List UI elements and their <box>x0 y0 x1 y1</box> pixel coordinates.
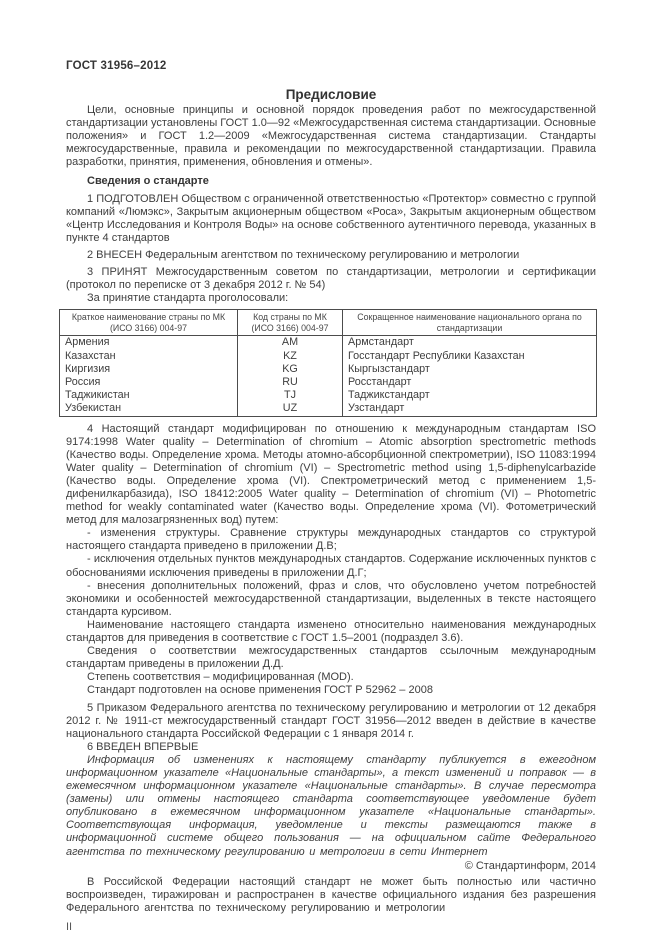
country-code-cell: TJ <box>238 389 343 402</box>
bullet-additional-provisions: - внесения дополнительных положений, фраз и слов, что обусловлено учетом потребностей экономики и особенностей межгосударственной стандартизации, выделенных в тексте настоящего стандарта курсивом. <box>66 579 596 618</box>
enacted-item: 5 Приказом Федерального агентства по техническому регулированию и метрологии от 12 декабря 2012 г. № 1911-ст межгосударственный стандарт ГОСТ 31956—2012 введен в действие в качестве национального стандарта Российской Федерации с 1 января 2014 г. <box>66 701 596 740</box>
col-header-country-code: Код страны по МК (ИСО 3166) 004-97 <box>238 310 343 336</box>
bullet-structure-change: - изменения структуры. Сравнение структуры международных стандартов со структурой настоящего стандарта приведено в приложении Д.В; <box>66 527 596 553</box>
standard-info-heading: Сведения о стандарте <box>87 175 209 188</box>
col-header-national-body: Сокращенное наименование национального органа по стандартизации <box>343 310 597 336</box>
note-basis-standard: Стандарт подготовлен на основе применения ГОСТ Р 52962 – 2008 <box>87 684 433 697</box>
country-name-cell: Киргизия <box>60 363 238 376</box>
national-body-cell: Узстандарт <box>343 402 597 416</box>
prepared-item: 1 ПОДГОТОВЛЕН Обществом с ограниченной ответственностью «Протектор» совместно с группой компаний «Люмэкс», Закрытым акционерным обществом «Роса», Закрытым акционерным обществом «Центр Исследования и Контроля Воды» на основе собственного аутентичного перевода, указанных в пункте 4 стандартов <box>66 192 596 244</box>
vote-table-header-row <box>60 310 597 336</box>
table-row <box>60 389 597 402</box>
national-body-cell: Госстандарт Республики Казахстан <box>343 350 597 363</box>
country-name-cell: Таджикистан <box>60 389 238 402</box>
page-content <box>66 60 596 933</box>
table-row <box>60 336 597 350</box>
country-name-cell: Россия <box>60 376 238 389</box>
note-conformity-degree: Степень соответствия – модифицированная (MOD). <box>87 671 354 684</box>
national-body-cell: Росстандарт <box>343 376 597 389</box>
country-name-cell: Казахстан <box>60 350 238 363</box>
national-body-cell: Таджикстандарт <box>343 389 597 402</box>
note-name-change: Наименование настоящего стандарта изменено относительно наименования международных стандартов для приведения в соответствие с ГОСТ 1.5–2001 (подраздел 3.6). <box>66 618 596 645</box>
country-code-cell: UZ <box>238 402 343 416</box>
adopted-item: 3 ПРИНЯТ Межгосударственным советом по стандартизации, метрологии и сертификации (протокол по переписке от 3 декабря 2012 г. № 54) <box>66 266 596 292</box>
bullet-excluded-clauses: - исключения отдельных пунктов международных стандартов. Содержание исключенных пунктов с обоснованиями исключения приведены в приложении Д.Г; <box>66 553 596 579</box>
doc-code: ГОСТ 31956–2012 <box>66 60 167 72</box>
vote-intro: За принятие стандарта проголосовали: <box>87 292 289 305</box>
submitted-item: 2 ВНЕСЕН Федеральным агентством по техническому регулированию и метрологии <box>87 248 520 261</box>
note-correspondence-info: Сведения о соответствии межгосударственных стандартов ссылочным международным стандартам приведены в приложении Д.Д. <box>66 645 596 671</box>
national-body-cell: Кыргызстандарт <box>343 363 597 376</box>
country-code-cell: RU <box>238 376 343 389</box>
table-row <box>60 363 597 376</box>
country-code-cell: AM <box>238 336 343 350</box>
modified-item: 4 Настоящий стандарт модифицирован по отношению к международным стандартам ISO 9174:1998 Water quality – Determination of chromium – Atomic absorption spectrometric methods (Качество воды. Определение хрома. Методы атомно-абсорбционной спектрометрии), ISO 11083:1994 Water quality – Determination of chromium (VI) – Spectrometric method using 1,5-diphenylcarbazide (Качество воды. Определение хрома (VI). Спектрометрический метод с применением 1,5-дифенилкарбазида), ISO 18412:2005 Water quality – Determination of chromium (VI) – Photometric method for weakly contaminated water (Качество воды. Определение хрома (VI). Фотометрический метод для малозагрязненных вод) путем: <box>66 422 596 527</box>
page-number: II <box>66 920 73 933</box>
vote-table <box>59 309 597 416</box>
table-row <box>60 376 597 389</box>
country-code-cell: KG <box>238 363 343 376</box>
copyright-line: © Стандартинформ, 2014 <box>464 859 596 872</box>
country-name-cell: Армения <box>60 336 238 350</box>
intro-paragraph: Цели, основные принципы и основной порядок проведения работ по межгосударственной стандартизации установлены ГОСТ 1.0—92 «Межгосударственная система стандартизации. Основные положения» и ГОСТ 1.2—2009 «Межгосударственная система стандартизации. Стандарты межгосударственные, правила и рекомендации по межгосударственной стандартизации. Правила разработки, принятия, применения, обновления и отмены». <box>66 104 596 169</box>
col-header-country-name: Краткое наименование страны по МК (ИСО 3166) 004-97 <box>60 310 238 336</box>
national-body-cell: Армстандарт <box>343 336 597 350</box>
first-introduced-item: 6 ВВЕДЕН ВПЕРВЫЕ <box>87 740 199 753</box>
table-row <box>60 402 597 416</box>
table-row <box>60 350 597 363</box>
amendments-notice: Информация об изменениях к настоящему стандарту публикуется в ежегодном информационном указателе «Национальные стандарты», а текст изменений и поправок — в ежемесячном информационном указателе «Национальные стандарты». В случае пересмотра (замены) или отмены настоящего стандарта соответствующее уведомление будет опубликовано в ежемесячном информационном указателе «Национальные стандарты». Соответствующая информация, уведомление и тексты размещаются также в информационной системе общего пользования — на официальном сайте Федерального агентства по техническому регулированию и метрологии в сети Интернет <box>66 753 596 858</box>
country-name-cell: Узбекистан <box>60 402 238 416</box>
reproduction-restriction: В Российской Федерации настоящий стандарт не может быть полностью или частично воспроизведен, тиражирован и распространен в качестве официального издания без разрешения Федерального агентства по техническому регулированию и метрологии <box>66 875 596 914</box>
country-code-cell: KZ <box>238 350 343 363</box>
page-title: Предисловие <box>285 87 377 102</box>
